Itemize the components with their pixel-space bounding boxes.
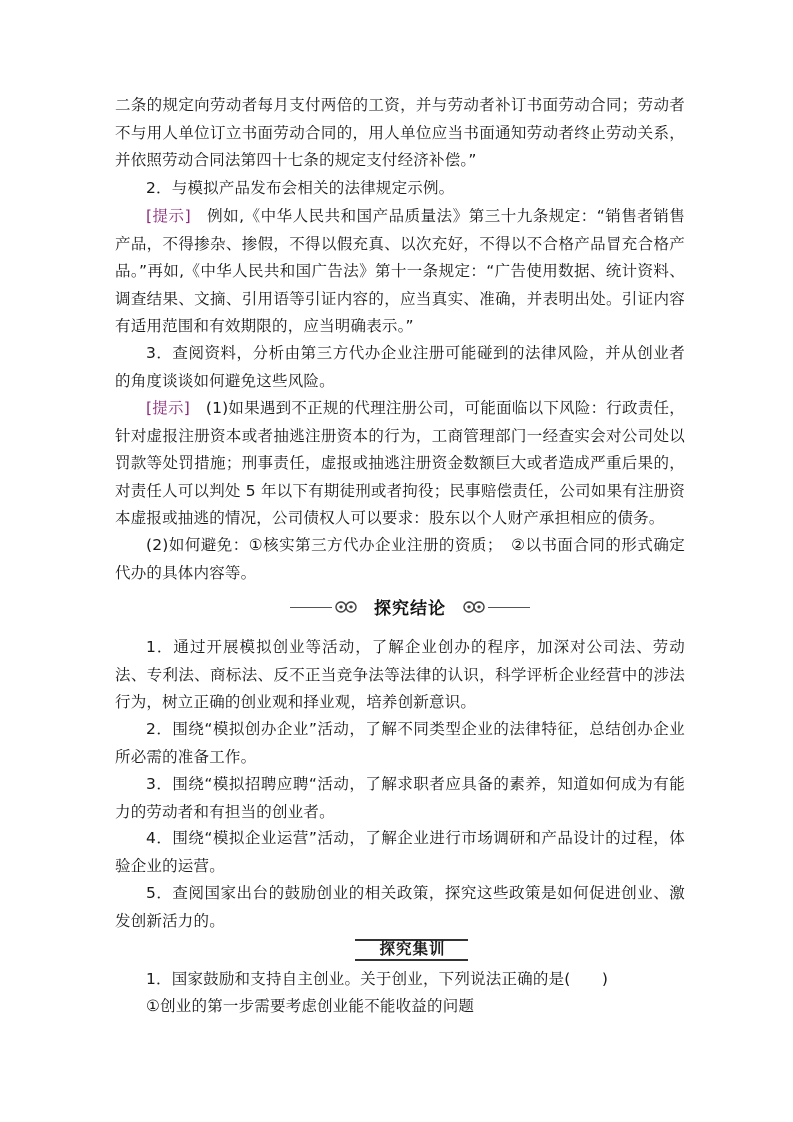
answer-3-part1-text: (1)如果遇到不正规的代理注册公司，可能面临以下风险：行政责任，针对虚报注册资本或者抽逃注册资本的行为，工商管理部门一经查实会对公司处以罚款等处罚措施；刑事责任，虚报或抽逃注册资金数额巨大或者造成严重后果的，对责任人可以判处 5 年以下有期徒刑或者拘役；民事赔偿责任，公司如果有注册资本虚报或抽逃的情况，公司债权人可以要求：股东以个人财产承担相应的债务。	[115, 399, 685, 527]
answer-3-part2: (2)如何避免：①核实第三方代办企业注册的资质； ②以书面合同的形式确定代办的具体内容等。	[115, 536, 685, 582]
training-option-1: ①创业的第一步需要考虑创业能不能收益的问题	[146, 997, 475, 1015]
question-2: 2．与模拟产品发布会相关的法律规定示例。	[146, 179, 455, 197]
banner-right-line	[488, 607, 530, 608]
answer-2-text: 例如,《中华人民共和国产品质量法》第三十九条规定：“销售者销售产品，不得掺杂、掺假，不得以假充真、以次充好，不得以不合格产品冒充合格产品。”再如,《中华人民共和国广告法》第十一条规定：“广告使用数据、统计资料、调查结果、文摘、引用语等引证内容的，应当真实、准确，并表明出处。引证内容有适用范围和有效期限的，应当明确表示。”	[115, 207, 686, 335]
question-3: 3．查阅资料，分析由第三方代办企业注册可能碰到的法律风险，并从创业者的角度谈谈如何避免这些风险。	[115, 344, 685, 390]
paragraph-continuation: 二条的规定向劳动者每月支付两倍的工资，并与劳动者补订书面劳动合同；劳动者不与用人单位订立书面劳动合同的，用人单位应当书面通知劳动者终止劳动关系，并依照劳动合同法第四十七条的规定支付经济补偿。”	[115, 96, 685, 169]
conclusion-item-5: 5．查阅国家出台的鼓励创业的相关政策，探究这些政策是如何促进创业、激发创新活力的。	[115, 884, 685, 930]
answer-3-part1	[115, 395, 685, 533]
training-title: 探究集训	[379, 940, 446, 958]
conclusion-banner	[290, 593, 530, 621]
hint-label: [提示]	[146, 399, 191, 417]
conclusion-item-2: 2．围绕“模拟创办企业”活动，了解不同类型企业的法律特征，总结创办企业所必需的准备工作。	[115, 720, 685, 766]
conclusion-item-3: 3．围绕“模拟招聘应聘“活动，了解求职者应具备的素养，知道如何成为有能力的劳动者和有担当的创业者。	[115, 775, 685, 821]
conclusion-item-1: 1．通过开展模拟创业等活动，了解企业创办的程序，加深对公司法、劳动法、专利法、商标法、反不正当竞争法等法律的认识，科学评析企业经营中的涉法行为，树立正确的创业观和择业观，培养创新意识。	[115, 638, 685, 711]
ornament-right-icon	[460, 599, 486, 615]
training-title-box	[355, 935, 470, 961]
training-question-1: 1．国家鼓励和支持自主创业。关于创业，下列说法正确的是( )	[146, 970, 609, 988]
answer-2	[115, 203, 685, 341]
conclusion-title: 探究结论	[374, 599, 446, 619]
hint-label: [提示]	[146, 207, 191, 225]
conclusion-item-4: 4．围绕“模拟企业运营”活动，了解企业进行市场调研和产品设计的过程，体验企业的运营。	[115, 829, 685, 875]
